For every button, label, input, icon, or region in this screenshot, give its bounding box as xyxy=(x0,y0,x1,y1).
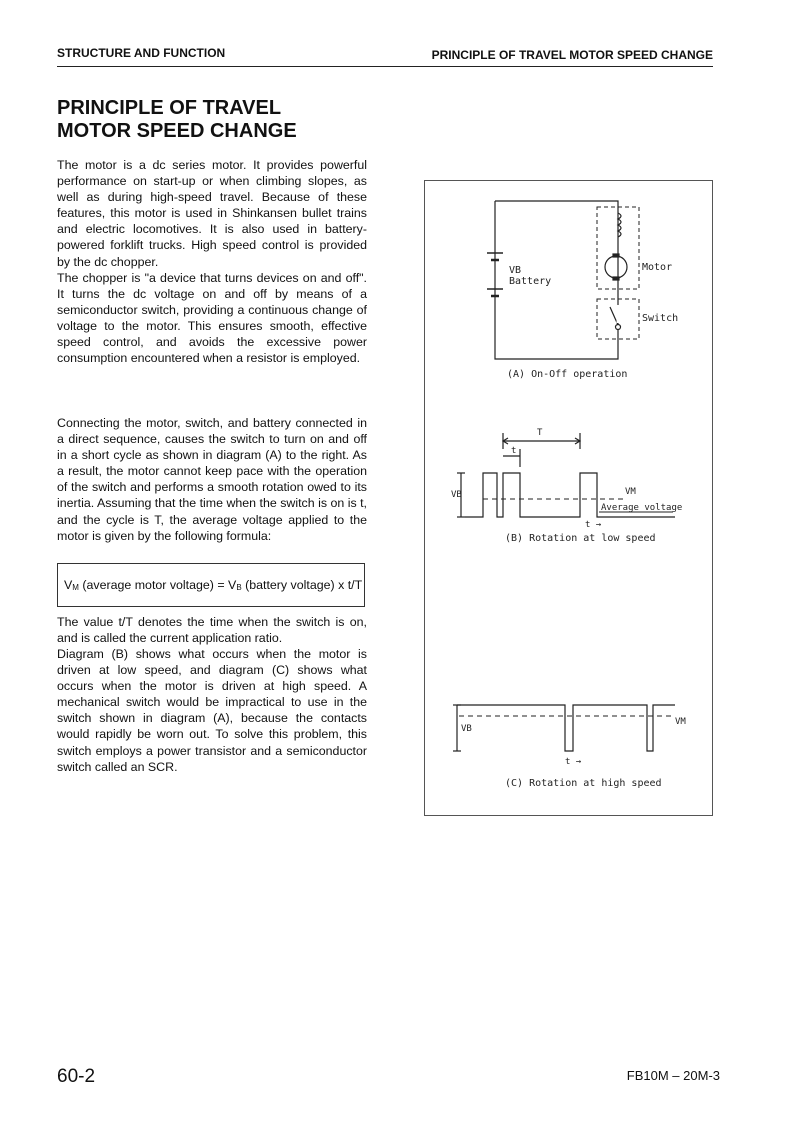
label-battery: Battery xyxy=(509,276,552,287)
formula-box xyxy=(57,563,365,607)
title-line-2: MOTOR SPEED CHANGE xyxy=(57,120,297,142)
time-arrow-b: t → xyxy=(585,520,602,530)
section-label: STRUCTURE AND FUNCTION xyxy=(57,46,226,60)
waveform-high-speed xyxy=(453,705,675,751)
figure-diagrams xyxy=(425,181,714,817)
page-header xyxy=(57,46,713,67)
time-arrow-c: t → xyxy=(565,757,582,767)
label-vb-c: VB xyxy=(461,724,472,734)
page-number: 60-2 xyxy=(57,1066,96,1087)
page-title xyxy=(57,97,377,143)
figure-box xyxy=(424,180,713,816)
paragraph-chopper: The chopper is "a device that turns devices on and off". It turns the dc voltage on and off by means of a semiconductor switch, providing a continuous change of voltage to the motor. This ensures smooth, effective speed control, and avoids the excessive power consumption encountered when a resistor is employed. xyxy=(57,271,367,366)
paragraph-ratio: The value t/T denotes the time when the switch is on, and is called the current application ratio. xyxy=(57,615,367,646)
paragraph-diagrams: Diagram (B) shows what occurs when the motor is driven at low speed, and diagram (C) shows what occurs when the motor is driven at high speed. A mechanical switch would be impractical to use in the switch shown in diagram (A), because the contacts would rapidly be worn out. To solve this problem, this switch employs a power transistor and a semiconductor switch called an SCR. xyxy=(57,647,367,774)
label-vm-b: VM xyxy=(625,487,636,497)
label-average-voltage: Average voltage xyxy=(601,503,683,513)
formula-text: $V_M$ (average motor voltage) = $V_B$ (battery voltage) x t/T xyxy=(64,578,363,592)
topic-label: PRINCIPLE OF TRAVEL MOTOR SPEED CHANGE xyxy=(431,48,713,62)
label-vb-a: VB xyxy=(509,265,522,276)
label-T: T xyxy=(537,428,543,438)
label-motor: Motor xyxy=(642,262,673,273)
caption-b: (B) Rotation at low speed xyxy=(505,533,656,544)
model-code: FB10M – 20M-3 xyxy=(626,1068,720,1083)
caption-a: (A) On-Off operation xyxy=(507,369,628,380)
label-vm-c: VM xyxy=(675,717,686,727)
paragraph-connection: Connecting the motor, switch, and battery connected in a direct sequence, causes the switch to turn on and off in a short cycle as shown in diagram (A) to the right. As a result, the motor cannot keep pace with the operation of the switch and performs a smooth rotation owed to its inertia. Assuming that the time when the switch is on is t, and the cycle is T, the average voltage applied to the motor is given by the following formula: xyxy=(57,416,367,543)
title-line-1: PRINCIPLE OF TRAVEL xyxy=(57,97,282,119)
label-switch: Switch xyxy=(642,313,679,324)
label-t: t xyxy=(511,446,517,456)
caption-c: (C) Rotation at high speed xyxy=(505,778,662,789)
label-vb-b: VB xyxy=(451,490,462,500)
paragraph-intro: The motor is a dc series motor. It provides powerful performance on start-up or when climbing slopes, as well as during high-speed travel. Because of these features, this motor is used in Shinkansen bullet trains and electric locomotives. It is also used in battery-powered forklift trucks. High speed control is provided by the dc chopper. xyxy=(57,158,367,269)
